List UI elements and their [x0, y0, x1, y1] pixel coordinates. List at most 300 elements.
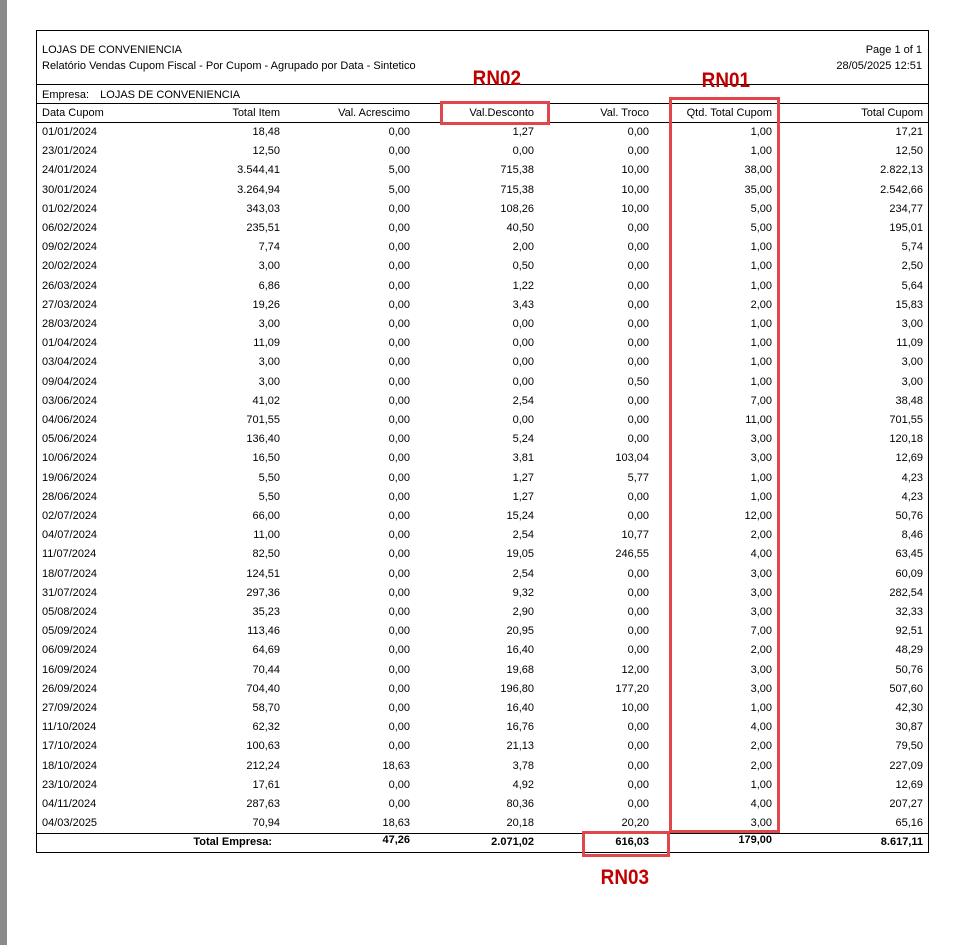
cell-data-cupom: 01/02/2024 — [42, 202, 98, 215]
cell-total-item: 235,51 — [246, 222, 280, 234]
cell-val-troco: 103,04 — [615, 452, 649, 465]
cell-val-acrescimo: 0,00 — [388, 702, 410, 714]
cell-total-cupom: 63,45 — [895, 548, 923, 561]
cell-qtd-total-cupom: 5,00 — [750, 222, 772, 234]
cell-val-desconto: 3,43 — [512, 298, 534, 311]
table-row — [37, 219, 928, 238]
cell-val-acrescimo: 0,00 — [388, 433, 410, 446]
total-val-troco: 616,03 — [615, 836, 649, 848]
cell-val-troco: 0,00 — [627, 222, 649, 234]
table-row — [37, 507, 928, 526]
report-header-left — [42, 42, 416, 74]
cell-qtd-total-cupom: 2,00 — [750, 759, 772, 772]
cell-val-desconto: 2,54 — [512, 394, 534, 407]
cell-total-cupom: 507,60 — [889, 682, 923, 695]
cell-total-cupom: 60,09 — [895, 567, 923, 580]
cell-qtd-total-cupom: 1,00 — [750, 490, 772, 503]
cell-val-desconto: 2,90 — [512, 606, 534, 618]
cell-qtd-total-cupom: 1,00 — [750, 778, 772, 791]
cell-val-troco: 0,00 — [627, 740, 649, 753]
cell-val-desconto: 21,13 — [506, 740, 534, 753]
cell-val-acrescimo: 0,00 — [388, 721, 410, 734]
cell-val-troco: 0,00 — [627, 394, 649, 407]
cell-data-cupom: 27/09/2024 — [42, 702, 98, 714]
cell-total-cupom: 3,00 — [901, 318, 923, 330]
cell-total-cupom: 8,46 — [901, 529, 923, 542]
cell-data-cupom: 23/01/2024 — [42, 145, 98, 158]
table-row — [37, 200, 928, 219]
cell-val-desconto: 19,68 — [506, 663, 534, 676]
rn03-highlight-box — [582, 831, 670, 857]
cell-total-cupom: 120,18 — [889, 433, 923, 446]
cell-total-cupom: 4,23 — [901, 490, 923, 503]
cell-val-desconto: 3,78 — [512, 759, 534, 772]
table-row — [37, 680, 928, 699]
cell-val-acrescimo: 0,00 — [388, 740, 410, 753]
cell-val-troco: 0,00 — [627, 778, 649, 791]
cell-qtd-total-cupom: 1,00 — [750, 279, 772, 292]
cell-val-troco: 0,00 — [627, 298, 649, 311]
table-row — [37, 718, 928, 737]
table-row — [37, 238, 928, 257]
cell-total-item: 3,00 — [258, 375, 280, 388]
cell-val-acrescimo: 0,00 — [388, 202, 410, 215]
cell-total-cupom: 227,09 — [889, 759, 923, 772]
cell-qtd-total-cupom: 7,00 — [750, 625, 772, 638]
cell-data-cupom: 04/03/2025 — [42, 817, 98, 830]
cell-qtd-total-cupom: 5,00 — [750, 202, 772, 215]
total-val-desconto: 2.071,02 — [491, 836, 534, 848]
cell-data-cupom: 26/09/2024 — [42, 682, 98, 695]
cell-val-troco: 0,50 — [627, 375, 649, 388]
cell-val-acrescimo: 0,00 — [388, 663, 410, 676]
cell-data-cupom: 09/04/2024 — [42, 375, 98, 388]
cell-total-cupom: 2,50 — [901, 260, 923, 273]
cell-total-item: 6,86 — [258, 279, 280, 292]
cell-qtd-total-cupom: 1,00 — [750, 260, 772, 273]
cell-val-troco: 0,00 — [627, 260, 649, 273]
cell-total-item: 70,44 — [252, 663, 280, 676]
table-row — [37, 392, 928, 411]
report-page — [36, 30, 929, 853]
cell-total-item: 3.544,41 — [237, 164, 280, 177]
cell-val-troco: 0,00 — [627, 241, 649, 254]
cell-qtd-total-cupom: 3,00 — [750, 433, 772, 446]
cell-qtd-total-cupom: 2,00 — [750, 740, 772, 753]
cell-val-desconto: 2,54 — [512, 567, 534, 580]
cell-data-cupom: 18/07/2024 — [42, 567, 98, 580]
cell-total-cupom: 2.542,66 — [880, 183, 923, 196]
cell-total-cupom: 79,50 — [895, 740, 923, 753]
cell-val-desconto: 5,24 — [512, 433, 534, 446]
cell-val-acrescimo: 0,00 — [388, 644, 410, 657]
cell-data-cupom: 04/06/2024 — [42, 414, 98, 426]
cell-val-acrescimo: 0,00 — [388, 548, 410, 561]
cell-total-item: 113,46 — [247, 625, 280, 638]
cell-total-cupom: 195,01 — [889, 222, 923, 234]
table-row — [37, 661, 928, 680]
cell-qtd-total-cupom: 3,00 — [750, 682, 772, 695]
table-row — [37, 622, 928, 641]
totals-row — [37, 831, 928, 850]
cell-val-desconto: 16,76 — [506, 721, 534, 734]
cell-val-troco: 0,00 — [627, 759, 649, 772]
cell-data-cupom: 02/07/2024 — [42, 510, 98, 522]
cell-val-desconto: 1,27 — [512, 471, 534, 484]
cell-val-troco: 0,00 — [627, 798, 649, 810]
cell-qtd-total-cupom: 2,00 — [750, 644, 772, 657]
report-subtitle: Relatório Vendas Cupom Fiscal - Por Cupom - Agrupado por Data - Sintetico — [42, 60, 416, 72]
col-header-total-item: Total Item — [232, 107, 280, 119]
cell-total-cupom: 234,77 — [889, 202, 923, 215]
cell-data-cupom: 23/10/2024 — [42, 778, 98, 791]
cell-val-troco: 0,00 — [627, 145, 649, 158]
cell-val-desconto: 1,22 — [512, 279, 534, 292]
table-row — [37, 545, 928, 564]
cell-qtd-total-cupom: 1,00 — [750, 375, 772, 388]
cell-val-acrescimo: 0,00 — [388, 798, 410, 810]
table-row — [37, 353, 928, 372]
cell-total-cupom: 2.822,13 — [880, 164, 923, 177]
cell-qtd-total-cupom: 4,00 — [750, 548, 772, 561]
cell-val-desconto: 0,00 — [512, 145, 534, 158]
cell-data-cupom: 03/04/2024 — [42, 356, 98, 369]
cell-data-cupom: 28/06/2024 — [42, 490, 98, 503]
cell-qtd-total-cupom: 3,00 — [750, 586, 772, 599]
cell-val-troco: 12,00 — [621, 663, 649, 676]
cell-data-cupom: 28/03/2024 — [42, 318, 98, 330]
cell-total-item: 701,55 — [246, 414, 280, 426]
cell-data-cupom: 30/01/2024 — [42, 183, 98, 196]
cell-total-item: 287,63 — [246, 798, 280, 810]
cell-val-desconto: 108,26 — [500, 202, 534, 215]
cell-qtd-total-cupom: 2,00 — [750, 529, 772, 542]
cell-total-cupom: 50,76 — [895, 663, 923, 676]
cell-qtd-total-cupom: 12,00 — [744, 510, 772, 522]
cell-qtd-total-cupom: 35,00 — [744, 183, 772, 196]
cell-total-item: 3.264,94 — [237, 183, 280, 196]
cell-val-troco: 20,20 — [621, 817, 649, 830]
cell-qtd-total-cupom: 1,00 — [750, 145, 772, 158]
cell-val-acrescimo: 0,00 — [388, 298, 410, 311]
table-row — [37, 603, 928, 622]
cell-data-cupom: 18/10/2024 — [42, 759, 98, 772]
cell-qtd-total-cupom: 1,00 — [750, 702, 772, 714]
cell-val-acrescimo: 0,00 — [388, 318, 410, 330]
table-row — [37, 161, 928, 180]
empresa-value: LOJAS DE CONVENIENCIA — [100, 89, 241, 101]
cell-total-item: 35,23 — [252, 606, 280, 618]
cell-data-cupom: 05/09/2024 — [42, 625, 98, 638]
cell-qtd-total-cupom: 1,00 — [750, 471, 772, 484]
cell-qtd-total-cupom: 1,00 — [750, 241, 772, 254]
cell-data-cupom: 01/01/2024 — [42, 126, 98, 138]
cell-val-troco: 0,00 — [627, 318, 649, 330]
cell-data-cupom: 10/06/2024 — [42, 452, 98, 465]
cell-total-item: 124,51 — [246, 567, 280, 580]
cell-qtd-total-cupom: 3,00 — [750, 606, 772, 618]
cell-data-cupom: 01/04/2024 — [42, 337, 98, 350]
cell-data-cupom: 05/08/2024 — [42, 606, 98, 618]
cell-qtd-total-cupom: 1,00 — [750, 318, 772, 330]
cell-qtd-total-cupom: 1,00 — [750, 126, 772, 138]
cell-total-item: 17,61 — [252, 778, 280, 791]
rn01-label: RN01 — [701, 69, 751, 92]
rn02-highlight-box — [440, 101, 550, 125]
cell-total-item: 5,50 — [258, 471, 280, 484]
cell-qtd-total-cupom: 4,00 — [750, 721, 772, 734]
cell-data-cupom: 17/10/2024 — [42, 740, 98, 753]
cell-val-troco: 0,00 — [627, 510, 649, 522]
cell-val-desconto: 16,40 — [506, 644, 534, 657]
cell-total-cupom: 12,69 — [895, 778, 923, 791]
cell-total-item: 64,69 — [252, 644, 280, 657]
cell-val-acrescimo: 0,00 — [388, 356, 410, 369]
cell-val-troco: 10,00 — [621, 702, 649, 714]
table-row — [37, 296, 928, 315]
cell-val-acrescimo: 0,00 — [388, 625, 410, 638]
cell-total-item: 11,00 — [253, 529, 280, 542]
cell-val-acrescimo: 0,00 — [388, 279, 410, 292]
report-header-right — [836, 42, 922, 74]
cell-val-acrescimo: 0,00 — [388, 222, 410, 234]
cell-val-troco: 5,77 — [627, 471, 649, 484]
cell-val-desconto: 0,00 — [512, 356, 534, 369]
cell-data-cupom: 26/03/2024 — [42, 279, 98, 292]
table-row — [37, 334, 928, 353]
cell-total-item: 70,94 — [252, 817, 280, 830]
totals-label: Total Empresa: — [193, 836, 272, 848]
col-header-val-troco: Val. Troco — [600, 107, 649, 119]
cell-val-desconto: 196,80 — [500, 682, 534, 695]
cell-total-cupom: 30,87 — [895, 721, 923, 734]
table-row — [37, 449, 928, 468]
table-row — [37, 488, 928, 507]
cell-total-item: 704,40 — [246, 682, 280, 695]
cell-total-cupom: 4,23 — [901, 471, 923, 484]
cell-qtd-total-cupom: 3,00 — [750, 567, 772, 580]
cell-val-desconto: 3,81 — [512, 452, 534, 465]
cell-val-desconto: 715,38 — [500, 164, 534, 177]
table-row — [37, 181, 928, 200]
cell-total-cupom: 17,21 — [895, 126, 923, 138]
cell-val-acrescimo: 0,00 — [388, 414, 410, 426]
table-row — [37, 641, 928, 660]
table-row — [37, 757, 928, 776]
cell-val-acrescimo: 0,00 — [388, 682, 410, 695]
cell-data-cupom: 27/03/2024 — [42, 298, 98, 311]
cell-qtd-total-cupom: 2,00 — [750, 298, 772, 311]
cell-val-troco: 0,00 — [627, 490, 649, 503]
generated-timestamp: 28/05/2025 12:51 — [836, 60, 922, 72]
cell-total-item: 58,70 — [252, 702, 280, 714]
cell-val-acrescimo: 0,00 — [388, 241, 410, 254]
cell-val-troco: 0,00 — [627, 414, 649, 426]
cell-total-item: 212,24 — [246, 759, 280, 772]
cell-qtd-total-cupom: 4,00 — [750, 798, 772, 810]
cell-total-item: 82,50 — [252, 548, 280, 561]
cell-val-troco: 10,00 — [621, 183, 649, 196]
cell-qtd-total-cupom: 38,00 — [744, 164, 772, 177]
cell-val-troco: 10,77 — [621, 529, 649, 542]
cell-val-acrescimo: 0,00 — [388, 375, 410, 388]
rn03-label: RN03 — [600, 866, 650, 889]
cell-qtd-total-cupom: 11,00 — [745, 414, 772, 426]
cell-total-cupom: 15,83 — [895, 298, 923, 311]
table-row — [37, 257, 928, 276]
cell-val-troco: 0,00 — [627, 337, 649, 350]
cell-val-acrescimo: 0,00 — [388, 260, 410, 273]
cell-total-cupom: 5,74 — [901, 241, 923, 254]
cell-total-cupom: 12,50 — [895, 145, 923, 158]
table-row — [37, 469, 928, 488]
cell-qtd-total-cupom: 3,00 — [750, 663, 772, 676]
cell-val-troco: 0,00 — [627, 356, 649, 369]
cell-val-troco: 0,00 — [627, 721, 649, 734]
cell-qtd-total-cupom: 3,00 — [750, 817, 772, 830]
cell-total-cupom: 92,51 — [895, 625, 923, 638]
cell-val-acrescimo: 5,00 — [388, 183, 410, 196]
cell-total-item: 297,36 — [246, 586, 280, 599]
cell-total-item: 5,50 — [258, 490, 280, 503]
cell-val-desconto: 15,24 — [506, 510, 534, 522]
empresa-label: Empresa: — [42, 89, 90, 101]
cell-total-cupom: 3,00 — [901, 375, 923, 388]
total-qtd-total-cupom: 179,00 — [738, 834, 772, 846]
cell-total-cupom: 3,00 — [901, 356, 923, 369]
cell-val-troco: 10,00 — [621, 202, 649, 215]
cell-total-item: 136,40 — [246, 433, 280, 446]
cell-data-cupom: 05/06/2024 — [42, 433, 98, 446]
table-row — [37, 584, 928, 603]
cell-total-item: 62,32 — [252, 721, 280, 734]
cell-val-desconto: 9,32 — [512, 586, 534, 599]
cell-val-troco: 0,00 — [627, 433, 649, 446]
cell-val-acrescimo: 0,00 — [388, 778, 410, 791]
cell-data-cupom: 06/09/2024 — [42, 644, 98, 657]
cell-val-acrescimo: 18,63 — [382, 759, 410, 772]
cell-val-desconto: 2,00 — [512, 241, 534, 254]
cell-data-cupom: 09/02/2024 — [42, 241, 98, 254]
cell-total-cupom: 207,27 — [889, 798, 923, 810]
table-row — [37, 795, 928, 814]
cell-total-item: 100,63 — [246, 740, 280, 753]
cell-data-cupom: 19/06/2024 — [42, 471, 98, 484]
cell-val-acrescimo: 0,00 — [388, 510, 410, 522]
cell-val-acrescimo: 0,00 — [388, 471, 410, 484]
cell-val-desconto: 1,27 — [512, 490, 534, 503]
cell-data-cupom: 04/07/2024 — [42, 529, 98, 542]
cell-total-item: 66,00 — [252, 510, 280, 522]
col-header-total-cupom: Total Cupom — [861, 107, 923, 119]
cell-val-troco: 246,55 — [615, 548, 649, 561]
empresa-line — [42, 87, 240, 103]
cell-val-acrescimo: 18,63 — [382, 817, 410, 830]
cell-data-cupom: 04/11/2024 — [42, 798, 97, 810]
cell-total-cupom: 65,16 — [895, 817, 923, 830]
cell-total-item: 3,00 — [258, 260, 280, 273]
total-val-acrescimo: 47,26 — [382, 834, 410, 846]
col-header-val-acrescimo: Val. Acrescimo — [338, 107, 410, 119]
table-row — [37, 776, 928, 795]
table-row — [37, 315, 928, 334]
cell-val-acrescimo: 0,00 — [388, 586, 410, 599]
window-left-gutter — [0, 0, 7, 945]
cell-total-item: 7,74 — [258, 241, 280, 254]
cell-data-cupom: 16/09/2024 — [42, 663, 98, 676]
cell-val-acrescimo: 0,00 — [388, 567, 410, 580]
cell-data-cupom: 11/07/2024 — [42, 548, 97, 561]
cell-qtd-total-cupom: 1,00 — [750, 356, 772, 369]
page-info: Page 1 of 1 — [865, 44, 922, 56]
cell-val-acrescimo: 0,00 — [388, 126, 410, 138]
cell-val-acrescimo: 0,00 — [388, 394, 410, 407]
table-row — [37, 565, 928, 584]
cell-total-item: 11,09 — [253, 337, 280, 350]
cell-val-desconto: 0,00 — [512, 337, 534, 350]
table-row — [37, 142, 928, 161]
cell-val-desconto: 4,92 — [512, 778, 534, 791]
table-row — [37, 123, 928, 142]
company-title: LOJAS DE CONVENIENCIA — [42, 44, 182, 56]
cell-val-troco: 0,00 — [627, 586, 649, 599]
rn01-highlight-box — [669, 97, 780, 833]
cell-val-acrescimo: 0,00 — [388, 452, 410, 465]
cell-val-acrescimo: 0,00 — [388, 490, 410, 503]
cell-total-cupom: 50,76 — [895, 510, 923, 522]
cell-total-cupom: 38,48 — [895, 394, 923, 407]
cell-val-desconto: 2,54 — [512, 529, 534, 542]
cell-val-troco: 0,00 — [627, 567, 649, 580]
table-row — [37, 277, 928, 296]
cell-val-acrescimo: 0,00 — [388, 606, 410, 618]
table-row — [37, 699, 928, 718]
cell-val-acrescimo: 0,00 — [388, 337, 410, 350]
table-row — [37, 430, 928, 449]
cell-qtd-total-cupom: 1,00 — [750, 337, 772, 350]
cell-total-cupom: 32,33 — [895, 606, 923, 618]
cell-val-troco: 0,00 — [627, 625, 649, 638]
cell-val-desconto: 0,00 — [512, 414, 534, 426]
cell-val-desconto: 0,00 — [512, 375, 534, 388]
rn02-label: RN02 — [472, 67, 522, 90]
cell-total-cupom: 42,30 — [895, 702, 923, 714]
table-row — [37, 373, 928, 392]
cell-total-item: 41,02 — [252, 394, 280, 407]
cell-data-cupom: 06/02/2024 — [42, 222, 98, 234]
cell-total-item: 343,03 — [246, 202, 280, 215]
col-header-data-cupom: Data Cupom — [42, 107, 104, 119]
cell-total-item: 19,26 — [252, 298, 280, 311]
cell-total-cupom: 5,64 — [901, 279, 923, 292]
cell-total-cupom: 282,54 — [889, 586, 923, 599]
cell-data-cupom: 31/07/2024 — [42, 586, 98, 599]
cell-total-cupom: 701,55 — [889, 414, 923, 426]
cell-total-cupom: 11,09 — [896, 337, 923, 350]
cell-total-item: 12,50 — [252, 145, 280, 158]
cell-total-item: 18,48 — [252, 126, 280, 138]
cell-val-acrescimo: 0,00 — [388, 145, 410, 158]
cell-val-acrescimo: 0,00 — [388, 529, 410, 542]
cell-total-item: 3,00 — [258, 356, 280, 369]
cell-val-desconto: 40,50 — [506, 222, 534, 234]
cell-val-troco: 0,00 — [627, 644, 649, 657]
cell-val-desconto: 1,27 — [512, 126, 534, 138]
cell-total-item: 3,00 — [258, 318, 280, 330]
col-header-qtd-total-cupom: Qtd. Total Cupom — [686, 107, 772, 119]
cell-total-item: 16,50 — [252, 452, 280, 465]
table-row — [37, 526, 928, 545]
